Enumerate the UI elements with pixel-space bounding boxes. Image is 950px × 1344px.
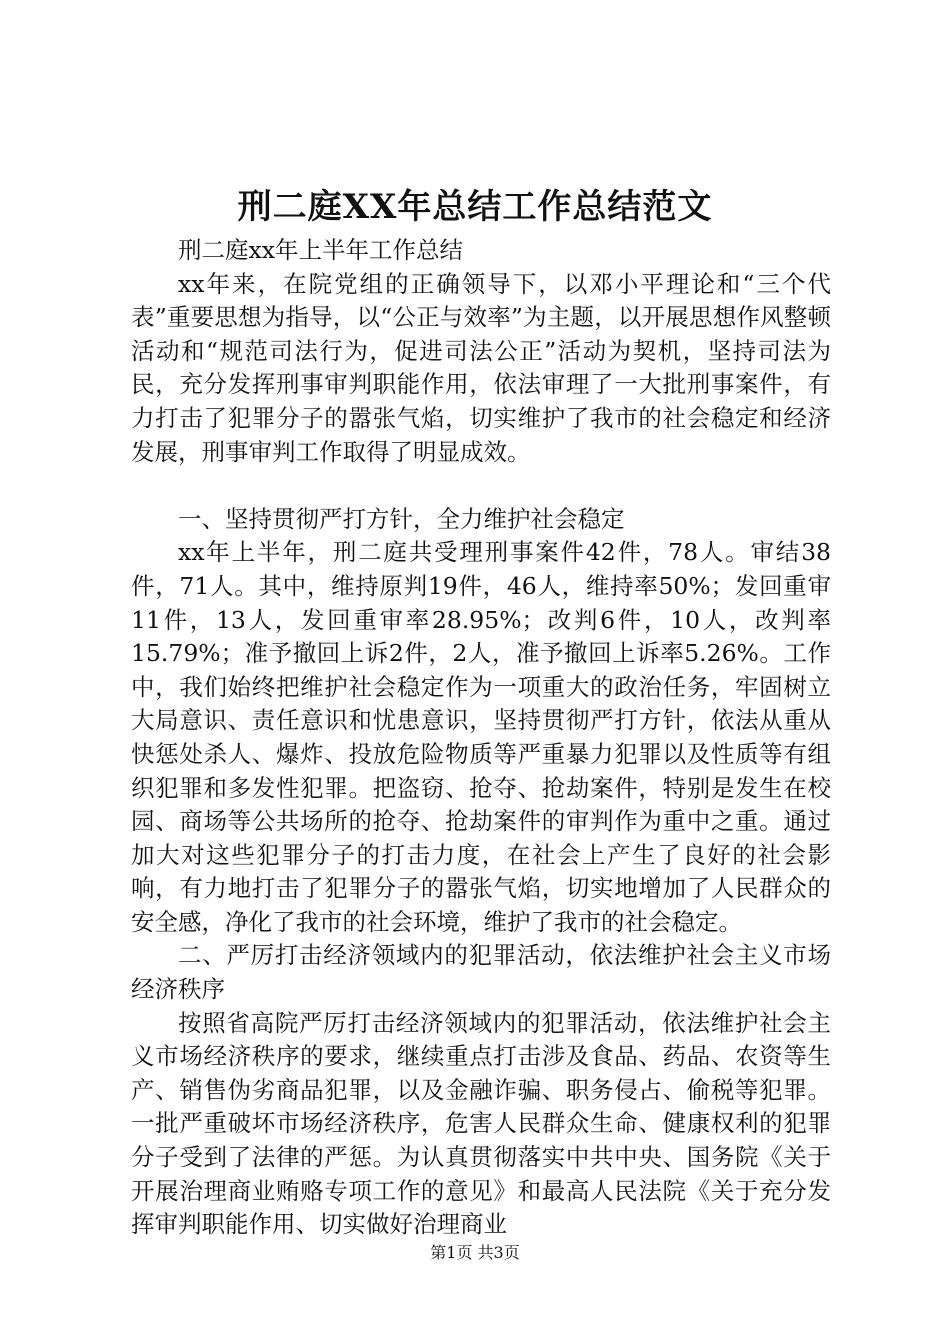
section-1-paragraph: xx年上半年，刑二庭共受理刑事案件42件，78人。审结38件，71人。其中，维持原判19件，46人，维持率50%；发回重审11件，13人，发回重审率28.95%；改判6件，10人，改判率15.79%；准予撤回上诉2件，2人，准予撤回上诉率5.26%。工作中，我们始终把维护社会稳定作为一项重大的政治任务，牢固树立大局意识、责任意识和忧患意识，坚持贯彻严打方针，依法从重从快惩处杀人、爆炸、投放危险物质等严重暴力犯罪以及性质等有组织犯罪和多发性犯罪。把盗窃、抢夺、抢劫案件，特别是发生在校园、商场等公共场所的抢夺、抢劫案件的审判作为重中之重。通过加大对这些犯罪分子的打击力度，在社会上产生了良好的社会影响，有力地打击了犯罪分子的嚣张气焰，切实地增加了人民群众的安全感，净化了我市的社会环境，维护了我市的社会稳定。 (131, 538, 831, 936)
section-heading-2: 二、严厉打击经济领域内的犯罪活动，依法维护社会主义市场经济秩序 (131, 941, 831, 1004)
section-2-paragraph: 按照省高院严厉打击经济领域内的犯罪活动，依法维护社会主义市场经济秩序的要求，继续重点打击涉及食品、药品、农资等生产、销售伪劣商品犯罪，以及金融诈骗、职务侵占、偷税等犯罪。一批严重破坏市场经济秩序，危害人民群众生命、健康权利的犯罪分子受到了法律的严惩。为认真贯彻落实中共中央、国务院《关于开展治理商业贿赂专项工作的意见》和最高人民法院《关于充分发挥审判职能作用、切实做好治理商业 (131, 1008, 831, 1239)
page-number-footer: 第1页 共3页 (430, 1243, 520, 1262)
section-heading-1: 一、坚持贯彻严打方针，全力维护社会稳定 (178, 504, 625, 533)
document-body (131, 234, 831, 1242)
intro-paragraph: xx年来，在院党组的正确领导下，以邓小平理论和“三个代表”重要思想为指导，以“公正与效率”为主题，以开展思想作风整顿活动和“规范司法行为，促进司法公正”活动为契机，坚持司法为民，充分发挥刑事审判职能作用，依法审理了一大批刑事案件，有力打击了犯罪分子的嚣张气焰，切实维护了我市的社会稳定和经济发展，刑事审判工作取得了明显成效。 (131, 269, 831, 466)
document-title: 刑二庭XX年总结工作总结范文 (237, 187, 713, 227)
subtitle-paragraph: 刑二庭xx年上半年工作总结 (178, 236, 464, 264)
